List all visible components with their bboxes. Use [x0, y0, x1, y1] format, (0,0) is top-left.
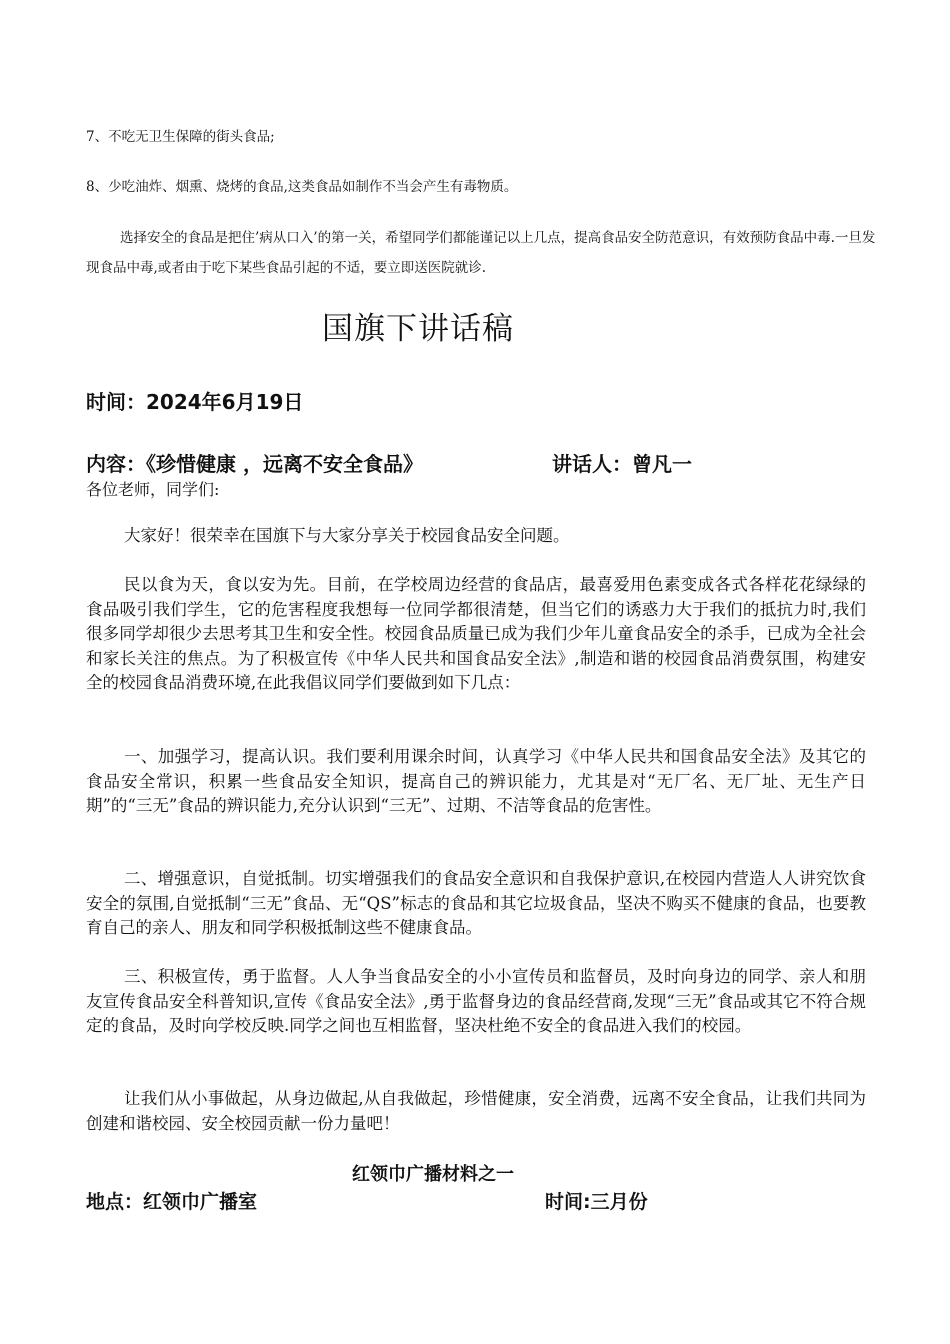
broadcast-title: 红领巾广播材料之一 [352, 1164, 514, 1185]
closing-paragraph: 选择安全的食品是把住’病从口入’的第一关，希望同学们都能谨记以上几点，提高食品安全防范意识，有效预防食品中毒.一旦发现食品中毒,或者由于吃下某些食品引起的不适，要立即送医院就诊. [86, 230, 876, 276]
list-item-8: 8、少吃油炸、烟熏、烧烤的食品,这类食品如制作不当会产生有毒物质。 [86, 179, 518, 195]
paragraph-point-3: 三、积极宣传，勇于监督。人人争当食品安全的小小宣传员和监督员，及时向身边的同学、亲人和朋友宣传食品安全科普知识,宣传《食品安全法》,勇于监督身边的食品经营商,发现“三无”食品或其它不符合规定的食品，及时向学校反映.同学之间也互相监督，坚决杜绝不安全的食品进入我们的校园。 [86, 967, 866, 1035]
broadcast-time: 时间:三月份 [545, 1191, 648, 1213]
greeting: 各位老师，同学们: [86, 480, 220, 499]
broadcast-location: 地点：红领巾广播室 [86, 1191, 258, 1213]
paragraph-closing: 让我们从小事做起，从身边做起,从自我做起，珍惜健康，安全消费，远离不安全食品，让我们共同为创建和谐校园、安全校园贡献一份力量吧！ [86, 1089, 866, 1133]
list-item-7: 7、不吃无卫生保障的街头食品; [86, 129, 275, 145]
paragraph-intro: 大家好！很荣幸在国旗下与大家分享关于校园食品安全问题。 [124, 526, 570, 545]
speech-time: 时间：2024年6月19日 [86, 390, 304, 414]
paragraph-point-1: 一、加强学习，提高认识。我们要利用课余时间，认真学习《中华人民共和国食品安全法》及其它的食品安全常识，积累一些食品安全知识，提高自己的辨识能力，尤其是对“无厂名、无厂址、无生产日期”的“三无”食品的辨识能力,充分认识到“三无”、过期、不洁等食品的危害性。 [86, 747, 866, 815]
speech-title: 国旗下讲话稿 [322, 311, 514, 347]
paragraph-background: 民以食为天，食以安为先。目前，在学校周边经营的食品店，最喜爱用色素变成各式各样花花绿绿的食品吸引我们学生，它的危害程度我想每一位同学都很清楚，但当它们的诱惑力大于我们的抵抗力时,我们很多同学却很少去思考其卫生和安全性。校园食品质量已成为我们少年儿童食品安全的杀手，已成为全社会和家长关注的焦点。为了积极宣传《中华人民共和国食品安全法》,制造和谐的校园食品消费氛围，构建安全的校园食品消费环境,在此我倡议同学们要做到如下几点： [86, 575, 866, 692]
paragraph-point-2: 二、增强意识，自觉抵制。切实增强我们的食品安全意识和自我保护意识,在校园内营造人人讲究饮食安全的氛围,自觉抵制“三无”食品、无“QS”标志的食品和其它垃圾食品，坚决不购买不健康的食品，也要教育自己的亲人、朋友和同学积极抵制这些不健康食品。 [86, 869, 866, 937]
speech-content: 内容：《珍惜健康 ，远离不安全食品》 [86, 452, 423, 476]
speech-speaker: 讲话人：曾凡一 [552, 452, 692, 476]
